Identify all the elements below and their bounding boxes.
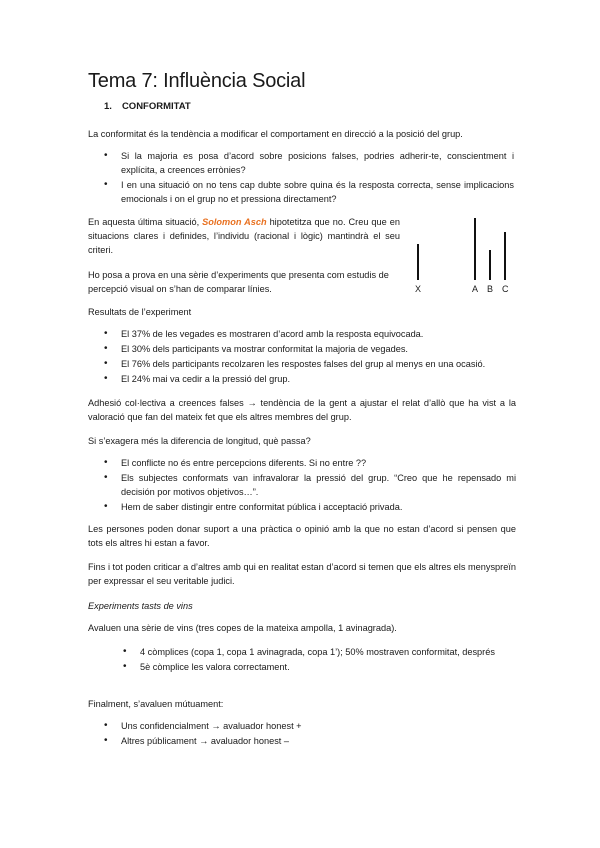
list-item: • Els subjectes conformats van infravalorar la pressió del grup. “Creo que he repensado mi decisión por motivos objetivos…”. bbox=[104, 471, 516, 499]
prova-paragraph: Ho posa a prova en una sèrie d’experiments que presenta com estudis de percepció visual on s’han de comparar línies. bbox=[88, 270, 389, 294]
list-item: • Hem de saber distingir entre conformitat pública i acceptació privada. bbox=[104, 500, 516, 514]
section-heading bbox=[104, 101, 191, 112]
label-x: X bbox=[415, 284, 422, 294]
label-a: A bbox=[472, 284, 479, 294]
line-a bbox=[474, 218, 476, 280]
list-item: • El 30% dels participants va mostrar conformitat la majoria de vegades. bbox=[104, 342, 524, 356]
list-item: • El conflicte no és entre percepcions diferents. Si no entre ?? bbox=[104, 456, 516, 470]
list-item: • I en una situació on no tens cap dubte sobre quina és la resposta correcta, sense implicacions emocionals i on el grup no et pressiona directament? bbox=[104, 178, 514, 206]
label-c: C bbox=[502, 284, 509, 294]
section-number: 1. bbox=[104, 101, 112, 112]
asch-name: Solomon Asch bbox=[202, 217, 267, 227]
bullet-list-conflict bbox=[104, 456, 516, 515]
finalment-paragraph: Finalment, s’avaluen mútuament: bbox=[88, 699, 224, 709]
intro-paragraph: La conformitat és la tendència a modificar el comportament en direcció a la posició del grup. bbox=[88, 129, 463, 139]
bullet-list-evaluators bbox=[104, 719, 516, 749]
asch-text-pre: En aquesta última situació, bbox=[88, 217, 200, 227]
list-item: • 5è còmplice les valora correctament. bbox=[123, 660, 515, 674]
list-item: • El 37% de les vegades es mostraren d’acord amb la resposta equivocada. bbox=[104, 327, 524, 341]
criticar-paragraph: Fins i tot poden criticar a d’altres amb qui en realitat estan d’acord si temen que els altres els menyspreïn per expressar el seu veritable judici. bbox=[88, 562, 516, 586]
adhesio-paragraph: Adhesió col·lectiva a creences falses → tendència de la gent a ajustar el relat d’allò que ha vist a la valoració que fan del mateix fet que els altres membres del grup. bbox=[88, 398, 516, 422]
suport-paragraph: Les persones poden donar suport a una pràctica o opinió amb la que no estan d’acord si pensen que tots els altres hi estan a favor. bbox=[88, 524, 516, 548]
page-title: Tema 7: Influència Social bbox=[88, 70, 306, 92]
line-c bbox=[504, 232, 506, 280]
avaluen-paragraph: Avaluen una sèrie de vins (tres copes de la mateixa ampolla, 1 avinagrada). bbox=[88, 623, 397, 633]
bullet-list-questions bbox=[104, 149, 514, 207]
bullet-list-results bbox=[104, 327, 524, 387]
list-item: • Altres públicament → avaluador honest – bbox=[104, 734, 516, 748]
label-b: B bbox=[487, 284, 494, 294]
list-item: • El 76% dels participants recolzaren les respostes falses del grup al menys en una ocasió. bbox=[104, 357, 524, 371]
line-b bbox=[489, 250, 491, 280]
vins-heading: Experiments tasts de vins bbox=[88, 601, 193, 611]
asch-text-post: hipotetitza que no. Creu que en situacions clares i definides, l’individu (racional i lògic) mantindrà el seu criteri. bbox=[88, 217, 400, 255]
list-item: • El 24% mai va cedir a la pressió del grup. bbox=[104, 372, 524, 386]
list-item: • Uns confidencialment → avaluador honest + bbox=[104, 719, 516, 733]
bullet-list-wines bbox=[123, 645, 515, 675]
exagera-paragraph: Si s’exagera més la diferencia de longitud, què passa? bbox=[88, 436, 311, 446]
line-x bbox=[417, 244, 419, 280]
resultats-heading: Resultats de l’experiment bbox=[88, 307, 192, 317]
asch-lines-figure bbox=[410, 214, 520, 294]
section-label: CONFORMITAT bbox=[121, 101, 191, 112]
asch-paragraph bbox=[88, 215, 400, 257]
list-item: • 4 còmplices (copa 1, copa 1 avinagrada, copa 1’); 50% mostraven conformitat, després bbox=[123, 645, 515, 659]
list-item: • Si la majoria es posa d’acord sobre posicions falses, podries adherir-te, conscientment i explícita, a creences errònies? bbox=[104, 149, 514, 177]
